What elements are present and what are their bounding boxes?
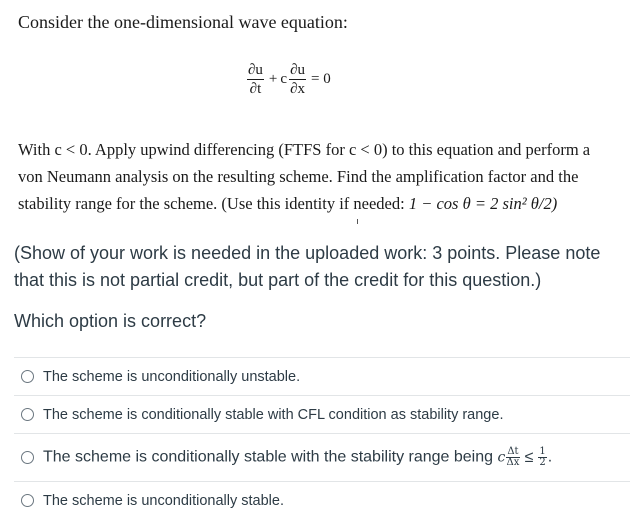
period: . [547,448,553,466]
option-text: The scheme is conditionally stable with the stability range being [43,448,494,466]
question-intro: Consider the one-dimensional wave equation: [18,12,348,32]
question-prompt: Which option is correct? [14,311,207,331]
coefficient-c: c [280,71,288,87]
wave-equation [245,62,334,97]
radio-button[interactable] [21,494,34,507]
option-unconditionally-stable[interactable] [14,481,630,519]
option-label: The scheme is unconditionally stable. [43,492,284,509]
cosine-identity: 1 − cos θ = 2 sin² θ/2) [408,194,558,213]
option-label: The scheme is unconditionally unstable. [43,368,301,385]
dt-dx-fraction [506,447,519,468]
option-stability-range-half[interactable] [14,433,630,481]
plus-sign: + [268,71,278,87]
radio-button[interactable] [21,370,34,383]
fraction-numerator: 1 [539,446,546,457]
du-dt-fraction [247,62,264,97]
equals-zero: = 0 [310,71,331,87]
math-coefficient: c [497,449,506,466]
option-unconditionally-unstable[interactable] [14,357,630,395]
half-fraction [538,447,546,468]
du-dx-fraction [289,62,306,97]
option-label [43,447,552,468]
fraction-denominator: Δx [506,457,520,468]
fraction-denominator: ∂t [249,81,262,97]
option-cfl-stable[interactable] [14,395,630,433]
radio-button[interactable] [21,451,34,464]
answer-options [14,357,630,519]
problem-text: With c < 0. Apply upwind differencing (FTFS for c < 0) to this equation and perform a von Neumann analysis on the resulting scheme. Find the amplification factor and the stability range for the scheme. (Use this identity if needed: [18,140,591,213]
fraction-denominator: 2 [539,457,546,468]
fraction-denominator: ∂x [290,81,305,97]
option-label: The scheme is conditionally stable with CFL condition as stability range. [43,406,504,423]
work-note: (Show of your work is needed in the uploaded work: 3 points. Please note that this is not partial credit, but part of the credit for this question.) [14,243,601,290]
cursor-mark [357,219,358,224]
fraction-numerator: ∂u [290,62,305,78]
leq-sign: ≤ [524,448,534,466]
fraction-numerator: ∂u [248,62,263,78]
problem-statement [18,136,618,217]
fraction-numerator: Δt [507,446,519,457]
radio-button[interactable] [21,408,34,421]
